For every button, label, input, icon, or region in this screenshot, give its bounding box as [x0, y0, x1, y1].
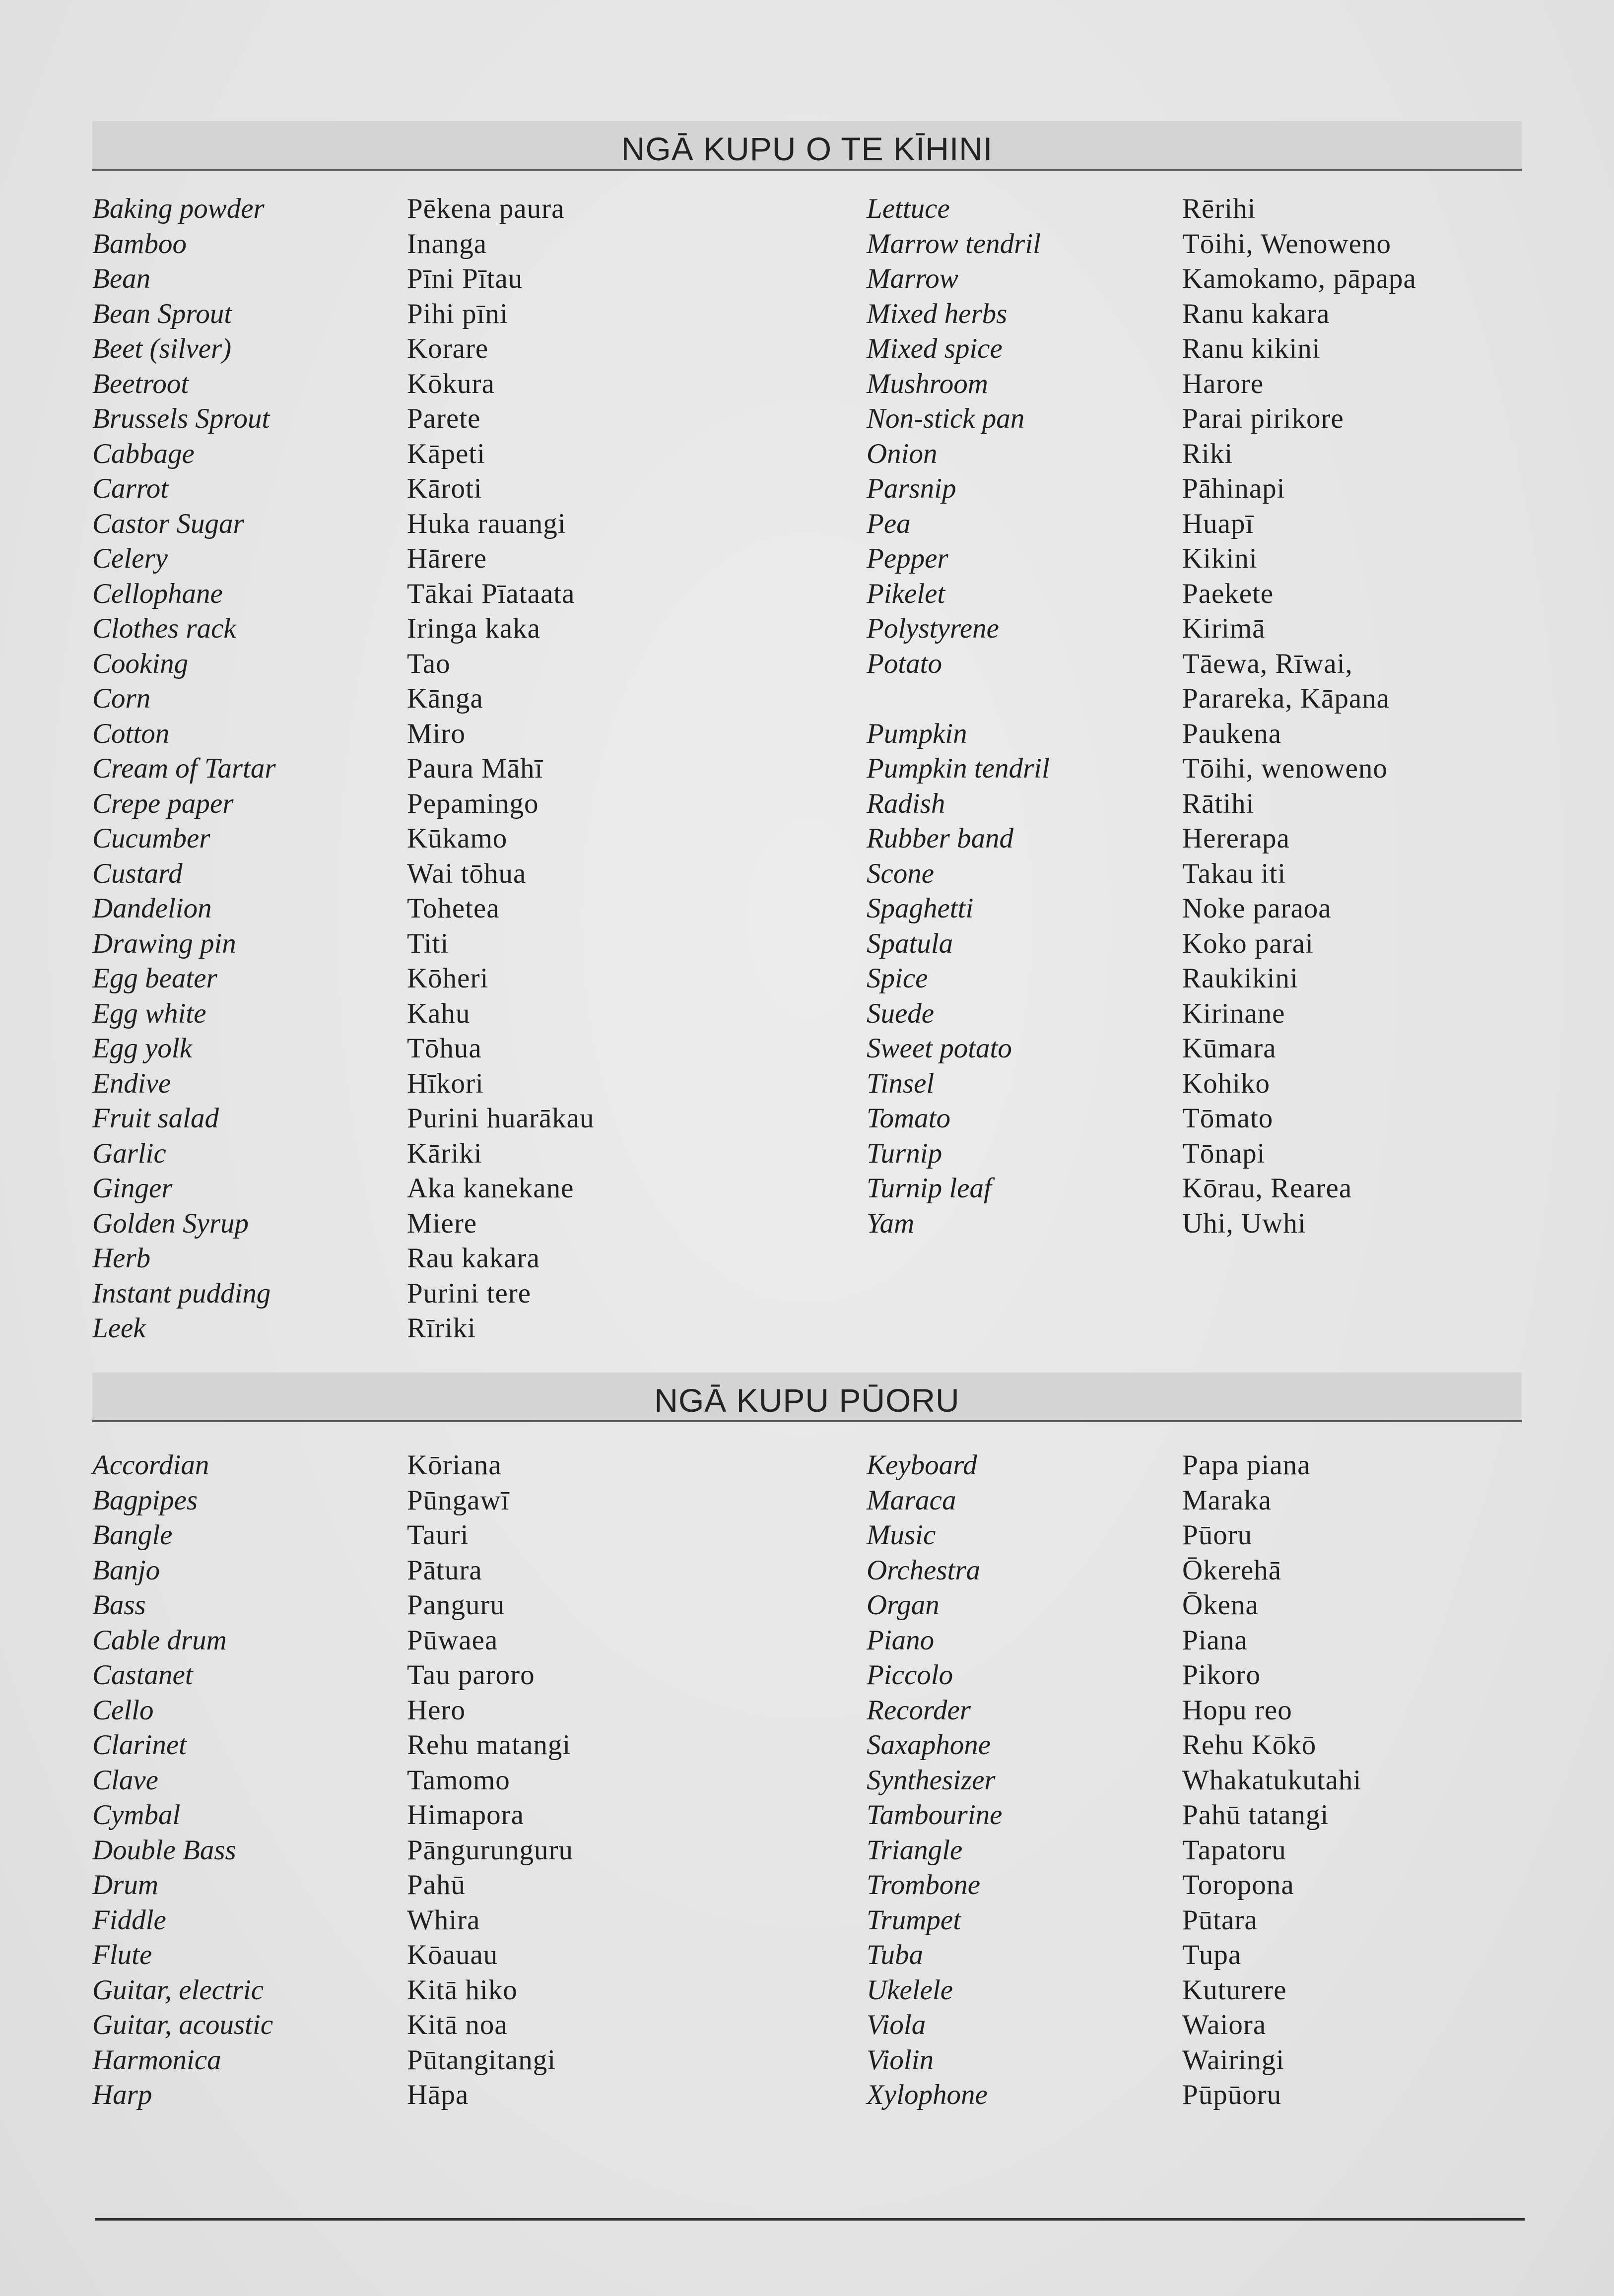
english-word: Dandelion — [92, 893, 212, 924]
english-word: Egg beater — [92, 963, 217, 994]
english-word: Cellophane — [92, 578, 223, 609]
maori-word: Pūngawī — [407, 1484, 510, 1516]
english-word: Fruit salad — [92, 1103, 219, 1134]
english-word: Pumpkin tendril — [867, 753, 1050, 784]
english-word: Sweet potato — [867, 1033, 1012, 1064]
english-word: Mushroom — [867, 368, 988, 399]
english-word: Marrow — [867, 263, 958, 294]
english-word: Viola — [867, 2009, 926, 2040]
english-word: Tomato — [867, 1103, 950, 1134]
english-word: Saxaphone — [867, 1729, 991, 1761]
english-word — [867, 681, 1174, 717]
maori-word: Parai pirikore — [1182, 403, 1344, 434]
maori-word: Pahū tatangi — [1182, 1799, 1329, 1831]
maori-word: Pāhinapi — [1182, 473, 1285, 504]
english-word: Turnip — [867, 1137, 942, 1169]
maori-word: Tākai Pīataata — [407, 578, 575, 609]
maori-word: Tōihi, Wenoweno — [1182, 228, 1391, 260]
english-word: Cable drum — [92, 1624, 227, 1656]
english-word: Crepe paper — [92, 787, 234, 819]
maori-word: Whakatukutahi — [1182, 1764, 1362, 1796]
english-word: Synthesizer — [867, 1764, 996, 1796]
english-word: Herb — [92, 1243, 151, 1274]
english-word: Drum — [92, 1869, 159, 1901]
english-word: Flute — [92, 1939, 152, 1970]
maori-word: Piana — [1182, 1624, 1248, 1656]
english-word: Bagpipes — [92, 1484, 198, 1516]
maori-word: Kirimā — [1182, 613, 1266, 644]
maori-word: Kāpeti — [407, 438, 485, 469]
maori-word: Koko parai — [1182, 927, 1314, 959]
english-word: Pikelet — [867, 578, 945, 609]
maori-word: Tupa — [1182, 1939, 1242, 1970]
maori-word: Parareka, Kāpana — [1182, 683, 1390, 714]
english-word: Tuba — [867, 1939, 924, 1970]
english-word: Xylophone — [867, 2079, 988, 2110]
english-word: Organ — [867, 1589, 940, 1621]
english-word: Cream of Tartar — [92, 753, 276, 784]
maori-word: Purini tere — [407, 1277, 532, 1309]
maori-word: Miro — [407, 718, 466, 749]
english-word: Polystyrene — [867, 613, 999, 644]
english-word: Fiddle — [92, 1904, 166, 1936]
english-word: Non-stick pan — [867, 403, 1025, 434]
maori-word: Tauri — [407, 1519, 469, 1551]
english-word: Bangle — [92, 1519, 173, 1551]
maori-word: Pīni Pītau — [407, 263, 523, 294]
maori-word: Pūoru — [1182, 1519, 1253, 1551]
music-title: NGĀ KUPU PŪORU — [654, 1382, 960, 1419]
maori-word: Tohetea — [407, 893, 500, 924]
maori-word: Parete — [407, 403, 481, 434]
english-word: Suede — [867, 997, 935, 1029]
kitchen-header-band — [92, 121, 1522, 171]
english-word: Harp — [92, 2079, 152, 2110]
kitchen-title: NGĀ KUPU O TE KĪHINI — [621, 131, 993, 167]
english-word: Custard — [92, 857, 183, 889]
english-word: Music — [867, 1519, 936, 1551]
maori-word: Huka rauangi — [407, 508, 566, 539]
maori-word: Hārere — [407, 543, 487, 574]
english-word: Corn — [92, 683, 151, 714]
maori-word: Uhi, Uwhi — [1182, 1207, 1306, 1239]
maori-word: Ranu kakara — [1182, 298, 1330, 329]
english-word: Tambourine — [867, 1799, 1003, 1831]
english-word: Beetroot — [92, 368, 189, 399]
english-word: Castanet — [92, 1659, 193, 1691]
maori-word: Aka kanekane — [407, 1173, 574, 1204]
maori-word: Korare — [407, 333, 489, 364]
maori-word: Pūpūoru — [1182, 2079, 1282, 2110]
maori-word: Hīkori — [407, 1067, 484, 1099]
maori-word: Kitā noa — [407, 2009, 508, 2040]
maori-word: Rātihi — [1182, 787, 1255, 819]
maori-word: Tōmato — [1182, 1103, 1274, 1134]
english-word: Trumpet — [867, 1904, 961, 1936]
english-word: Egg white — [92, 997, 206, 1029]
english-word: Potato — [867, 648, 942, 679]
maori-word: Ōkena — [1182, 1589, 1259, 1621]
maori-word: Harore — [1182, 368, 1264, 399]
maori-word: Pāngurunguru — [407, 1834, 573, 1866]
english-word: Bass — [92, 1589, 146, 1621]
maori-word: Kuturere — [1182, 1974, 1287, 2006]
maori-word: Raukikini — [1182, 963, 1298, 994]
english-word: Piccolo — [867, 1659, 953, 1691]
maori-word: Panguru — [407, 1589, 505, 1621]
english-word: Beet (silver) — [92, 333, 232, 364]
kitchen-english-column-left — [92, 192, 400, 1346]
maori-word: Pātura — [407, 1554, 482, 1586]
english-word: Maraca — [867, 1484, 956, 1516]
maori-word: Pikoro — [1182, 1659, 1261, 1691]
maori-word: Whira — [407, 1904, 480, 1936]
english-word: Drawing pin — [92, 927, 236, 959]
english-word: Bean — [92, 263, 151, 294]
maori-word: Kirinane — [1182, 997, 1285, 1029]
music-english-column-right — [867, 1448, 1174, 2113]
english-word: Spice — [867, 963, 928, 994]
maori-word: Ōkerehā — [1182, 1554, 1282, 1586]
maori-word: Tamomo — [407, 1764, 510, 1796]
english-word: Castor Sugar — [92, 508, 244, 539]
maori-word: Kūmara — [1182, 1033, 1277, 1064]
english-word: Golden Syrup — [92, 1207, 249, 1239]
english-word: Instant pudding — [92, 1277, 271, 1309]
maori-word: Kāroti — [407, 473, 482, 504]
maori-word: Pepamingo — [407, 787, 539, 819]
english-word: Violin — [867, 2044, 934, 2076]
maori-word: Hopu reo — [1182, 1694, 1292, 1726]
maori-word: Kōkura — [407, 368, 495, 399]
maori-word: Kōheri — [407, 963, 489, 994]
english-word: Carrot — [92, 473, 169, 504]
english-word: Keyboard — [867, 1449, 977, 1481]
english-word: Accordian — [92, 1449, 209, 1481]
maori-word: Kikini — [1182, 543, 1258, 574]
english-word: Celery — [92, 543, 168, 574]
maori-word: Titi — [407, 927, 449, 959]
english-word: Mixed spice — [867, 333, 1003, 364]
maori-word: Takau iti — [1182, 857, 1286, 889]
english-word: Harmonica — [92, 2044, 221, 2076]
maori-word: Rau kakara — [407, 1243, 540, 1274]
kitchen-maori-column-left — [407, 192, 854, 1346]
maori-word: Papa piana — [1182, 1449, 1311, 1481]
maori-word: Rehu matangi — [407, 1729, 571, 1761]
english-word: Marrow tendril — [867, 228, 1041, 260]
english-word: Pumpkin — [867, 718, 967, 749]
english-word: Trombone — [867, 1869, 981, 1901]
maori-word: Kānga — [407, 683, 483, 714]
kitchen-english-column-right — [867, 192, 1174, 1241]
english-word: Parsnip — [867, 473, 956, 504]
maori-word: Rērihi — [1182, 193, 1256, 224]
maori-word: Kohiko — [1182, 1067, 1270, 1099]
english-word: Triangle — [867, 1834, 963, 1866]
maori-word: Wai tōhua — [407, 857, 527, 889]
english-word: Lettuce — [867, 193, 950, 224]
maori-word: Huapī — [1182, 508, 1254, 539]
maori-word: Kūkamo — [407, 823, 508, 854]
maori-word: Noke paraoa — [1182, 893, 1332, 924]
english-word: Ukelele — [867, 1974, 953, 2006]
english-word: Radish — [867, 787, 945, 819]
english-word: Clave — [92, 1764, 158, 1796]
english-word: Cucumber — [92, 823, 210, 854]
maori-word: Tāewa, Rīwai, — [1182, 648, 1353, 679]
maori-word: Ranu kikini — [1182, 333, 1321, 364]
english-word: Scone — [867, 857, 935, 889]
maori-word: Kāriki — [407, 1137, 482, 1169]
kitchen-maori-column-right — [1182, 192, 1614, 1241]
english-word: Pepper — [867, 543, 948, 574]
maori-word: Hāpa — [407, 2079, 469, 2110]
maori-word: Pēkena paura — [407, 193, 565, 224]
english-word: Clothes rack — [92, 613, 236, 644]
maori-word: Kitā hiko — [407, 1974, 518, 2006]
maori-word: Kōriana — [407, 1449, 502, 1481]
english-word: Spaghetti — [867, 893, 974, 924]
maori-word: Pahū — [407, 1869, 466, 1901]
maori-word: Kamokamo, pāpapa — [1182, 263, 1416, 294]
maori-word: Himapora — [407, 1799, 524, 1831]
english-word: Orchestra — [867, 1554, 981, 1586]
english-word: Cello — [92, 1694, 154, 1726]
maori-word: Kōrau, Rearea — [1182, 1173, 1352, 1204]
english-word: Bamboo — [92, 228, 187, 260]
english-word: Cooking — [92, 648, 189, 679]
bottom-rule — [95, 2218, 1525, 2221]
maori-word: Rīriki — [407, 1312, 476, 1344]
english-word: Brussels Sprout — [92, 403, 270, 434]
english-word: Turnip leaf — [867, 1173, 992, 1204]
maori-word: Toropona — [1182, 1869, 1294, 1901]
maori-word: Kōauau — [407, 1939, 498, 1970]
english-word: Banjo — [92, 1554, 160, 1586]
english-word: Baking powder — [92, 193, 265, 224]
english-word: Endive — [92, 1067, 171, 1099]
maori-word: Wairingi — [1182, 2044, 1285, 2076]
english-word: Mixed herbs — [867, 298, 1008, 329]
english-word: Cabbage — [92, 438, 195, 469]
english-word: Onion — [867, 438, 938, 469]
maori-word: Hererapa — [1182, 823, 1290, 854]
music-header-band — [92, 1373, 1522, 1422]
maori-word: Inanga — [407, 228, 487, 260]
maori-word: Kahu — [407, 997, 471, 1029]
maori-word: Paekete — [1182, 578, 1274, 609]
maori-word: Maraka — [1182, 1484, 1272, 1516]
maori-word: Hero — [407, 1694, 466, 1726]
maori-word: Purini huarākau — [407, 1103, 595, 1134]
maori-word: Tōnapi — [1182, 1137, 1266, 1169]
maori-word: Iringa kaka — [407, 613, 540, 644]
english-word: Leek — [92, 1312, 146, 1344]
maori-word: Pūtangitangi — [407, 2044, 556, 2076]
english-word: Guitar, electric — [92, 1974, 264, 2006]
english-word: Ginger — [92, 1173, 173, 1204]
english-word: Garlic — [92, 1137, 166, 1169]
english-word: Piano — [867, 1624, 935, 1656]
maori-word: Tapatoru — [1182, 1834, 1286, 1866]
english-word: Recorder — [867, 1694, 971, 1726]
english-word: Spatula — [867, 927, 953, 959]
maori-word: Waiora — [1182, 2009, 1267, 2040]
maori-word: Miere — [407, 1207, 477, 1239]
english-word: Bean Sprout — [92, 298, 232, 329]
music-maori-column-right — [1182, 1448, 1614, 2113]
maori-word: Rehu Kōkō — [1182, 1729, 1317, 1761]
english-word: Egg yolk — [92, 1033, 193, 1064]
maori-word: Riki — [1182, 438, 1233, 469]
maori-word: Pihi pīni — [407, 298, 508, 329]
english-word: Yam — [867, 1207, 915, 1239]
music-maori-column-left — [407, 1448, 854, 2113]
maori-word: Tōhua — [407, 1033, 482, 1064]
music-english-column-left — [92, 1448, 400, 2113]
maori-word: Pūtara — [1182, 1904, 1258, 1936]
maori-word: Paukena — [1182, 718, 1282, 749]
english-word: Tinsel — [867, 1067, 935, 1099]
english-word: Rubber band — [867, 823, 1014, 854]
maori-word: Tau paroro — [407, 1659, 535, 1691]
maori-word: Paura Māhī — [407, 753, 543, 784]
maori-word: Tōihi, wenoweno — [1182, 753, 1388, 784]
english-word: Cymbal — [92, 1799, 181, 1831]
maori-word: Tao — [407, 648, 451, 679]
english-word: Clarinet — [92, 1729, 187, 1761]
english-word: Cotton — [92, 718, 170, 749]
english-word: Pea — [867, 508, 911, 539]
english-word: Double Bass — [92, 1834, 236, 1866]
maori-word: Pūwaea — [407, 1624, 498, 1656]
english-word: Guitar, acoustic — [92, 2009, 273, 2040]
